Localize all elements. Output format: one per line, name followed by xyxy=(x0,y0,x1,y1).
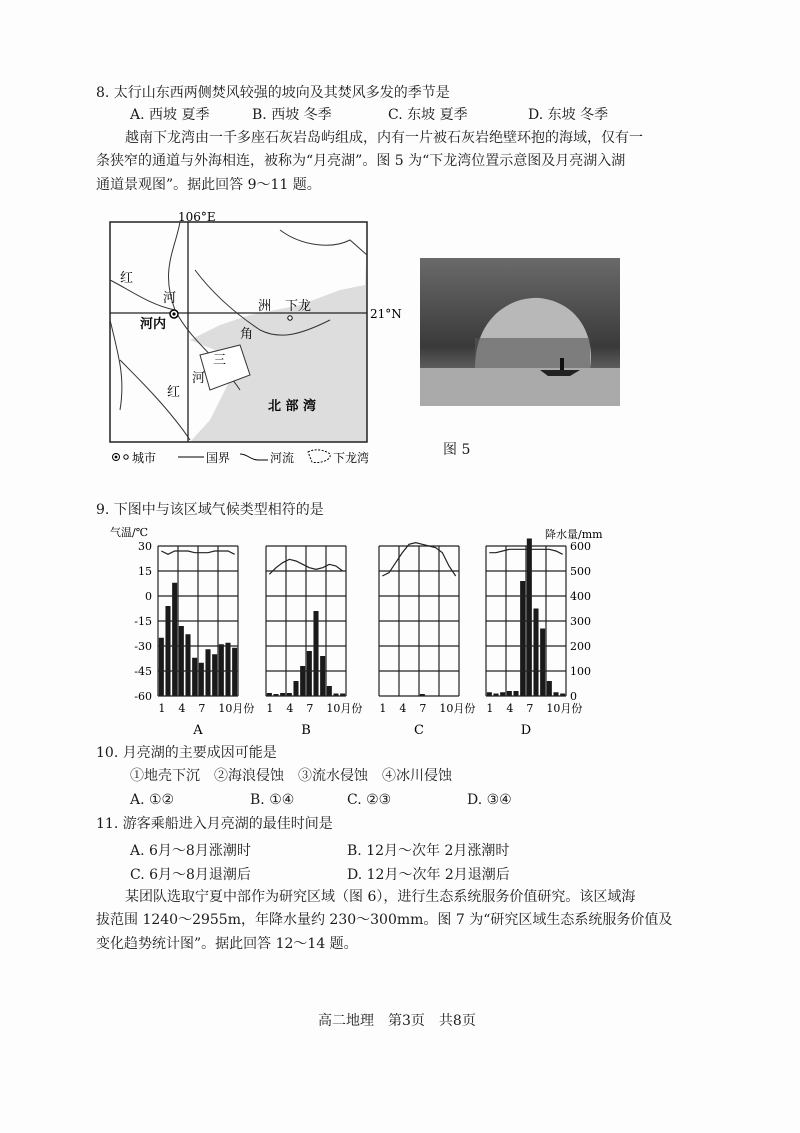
month-tick: 7 xyxy=(306,702,314,715)
precip-tick: 600 xyxy=(570,540,591,553)
q11-option-b: B. 12月～次年 2月涨潮时 xyxy=(347,843,510,859)
month-tick: 4 xyxy=(506,702,514,715)
longitude-label: 106°E xyxy=(178,210,216,224)
legend-river: 河流 xyxy=(270,451,295,465)
precip-tick: 300 xyxy=(570,615,591,628)
passage2-line: 拔范围 1240～2955m，年降水量约 230～300mm。图 7 为“研究区域生态系统服务价值及 xyxy=(96,912,673,928)
precip-bar-D-5 xyxy=(513,691,518,696)
month-tick: 4 xyxy=(178,702,186,715)
precip-bar-B-9 xyxy=(320,656,325,696)
month-tick: 7 xyxy=(419,702,427,715)
month-tick: 7 xyxy=(526,702,534,715)
precip-bar-A-9 xyxy=(212,654,217,696)
map-label: 红 xyxy=(120,271,134,286)
passage1-line: 条狭窄的通道与外海相连，被称为“月亮湖”。图 5 为“下龙湾位置示意图及月亮湖入湖 xyxy=(96,153,626,169)
passage1-line: 通道景观图”。据此回答 9～11 题。 xyxy=(96,177,321,193)
precip-bar-D-7 xyxy=(527,539,532,697)
temp-tick: -30 xyxy=(134,640,152,653)
precip-bar-B-7 xyxy=(307,651,312,696)
precip-tick: 200 xyxy=(570,640,591,653)
chart-label-B: B xyxy=(301,723,311,738)
q10-stem: 10. 月亮湖的主要成因可能是 xyxy=(96,745,277,761)
q11-stem: 11. 游客乘船进入月亮湖的最佳时间是 xyxy=(96,816,333,832)
map-label: 河 xyxy=(163,291,177,306)
month-tick: 10月份 xyxy=(546,702,583,715)
passage2-line: 变化趋势统计图”。据此回答 12～14 题。 xyxy=(96,936,358,952)
month-tick: 1 xyxy=(379,702,387,715)
month-tick: 10月份 xyxy=(218,702,255,715)
moon-lake-photo xyxy=(420,258,620,406)
month-tick: 10月份 xyxy=(439,702,476,715)
temp-tick: -45 xyxy=(134,665,152,678)
halong-location-map xyxy=(100,210,420,470)
temp-tick: 15 xyxy=(138,565,152,578)
month-tick: 10月份 xyxy=(326,702,363,715)
temp-tick: -60 xyxy=(134,690,152,703)
q10-choices: ①地壳下沉 ②海浪侵蚀 ③流水侵蚀 ④冰川侵蚀 xyxy=(130,768,452,784)
q10-option-c: C. ②③ xyxy=(347,792,392,808)
precip-bar-D-6 xyxy=(520,581,525,696)
precip-bar-A-12 xyxy=(232,648,237,696)
precip-tick: 0 xyxy=(570,690,577,703)
q8-option-c: C. 东坡 夏季 xyxy=(388,107,468,123)
map-label: 三 xyxy=(213,353,227,368)
month-tick: 4 xyxy=(399,702,407,715)
precip-bar-A-3 xyxy=(172,583,177,696)
precip-bar-A-4 xyxy=(179,626,184,696)
precip-bar-B-8 xyxy=(313,611,318,696)
precip-axis-label: 降水量/mm xyxy=(545,528,603,541)
precip-tick: 400 xyxy=(570,590,591,603)
precip-bar-A-11 xyxy=(225,643,230,696)
q8-option-d: D. 东坡 冬季 xyxy=(528,107,609,123)
map-label: 河 xyxy=(192,371,206,386)
month-tick: 7 xyxy=(198,702,206,715)
q11-option-d: D. 12月～次年 2月退潮后 xyxy=(347,867,510,883)
chart-label-A: A xyxy=(193,723,203,738)
temp-tick: -15 xyxy=(134,615,152,628)
page-footer: 高二地理 第3页 共8页 xyxy=(318,1013,476,1029)
legend-city: 城市 xyxy=(132,451,157,465)
precip-tick: 100 xyxy=(570,665,591,678)
passage2-line: 某团队选取宁夏中部作为研究区域（图 6），进行生态系统服务价值研究。该区域海 xyxy=(125,889,636,905)
chart-label-D: D xyxy=(520,723,532,738)
precip-bar-D-10 xyxy=(547,681,552,696)
precip-bar-D-4 xyxy=(507,691,512,696)
q10-option-a: A. ①② xyxy=(130,792,175,808)
figure-5-caption: 图 5 xyxy=(443,442,471,458)
month-tick: 1 xyxy=(158,702,166,715)
legend-border: 国界 xyxy=(206,451,231,465)
precip-bar-A-7 xyxy=(199,663,204,696)
map-label-hanoi: 河内 xyxy=(140,317,167,332)
latitude-label: 21°N xyxy=(370,307,402,321)
precip-bar-A-10 xyxy=(219,644,224,696)
q11-option-a: A. 6月～8月涨潮时 xyxy=(130,843,251,859)
passage1-line: 越南下龙湾由一千多座石灰岩岛屿组成，内有一片被石灰岩绝壁环抱的海域，仅有一 xyxy=(125,130,643,146)
chart-label-C: C xyxy=(414,723,424,738)
q8-stem: 8. 太行山东西两侧焚风较强的坡向及其焚风多发的季节是 xyxy=(96,85,450,101)
q10-option-b: B. ①④ xyxy=(250,792,295,808)
precip-bar-D-8 xyxy=(533,609,538,697)
precip-bar-A-5 xyxy=(185,634,190,696)
precip-bar-B-10 xyxy=(327,686,332,696)
map-label-gulf: 北 部 湾 xyxy=(268,399,317,414)
legend-halong-bay: 下龙湾 xyxy=(333,451,370,465)
month-tick: 4 xyxy=(286,702,294,715)
q11-option-c: C. 6月～8月退潮后 xyxy=(130,867,251,883)
temp-tick: 30 xyxy=(138,540,152,553)
month-tick: 1 xyxy=(486,702,494,715)
precip-bar-B-5 xyxy=(293,681,298,696)
q8-option-b: B. 西坡 冬季 xyxy=(252,107,332,123)
temp-axis-label: 气温/℃ xyxy=(110,526,149,539)
precip-tick: 500 xyxy=(570,565,591,578)
temp-tick: 0 xyxy=(145,590,152,603)
map-label-halong: 下龙 xyxy=(285,299,312,314)
climate-charts xyxy=(100,520,700,740)
map-label: 红 xyxy=(167,385,181,400)
q10-option-d: D. ③④ xyxy=(467,792,512,808)
map-label: 角 xyxy=(240,327,254,342)
precip-bar-A-6 xyxy=(192,658,197,696)
precip-bar-A-8 xyxy=(205,649,210,696)
precip-bar-D-9 xyxy=(540,629,545,697)
q9-stem: 9. 下图中与该区域气候类型相符的是 xyxy=(96,502,324,518)
q8-option-a: A. 西坡 夏季 xyxy=(130,107,210,123)
map-label: 洲 xyxy=(258,299,272,314)
month-tick: 1 xyxy=(266,702,274,715)
precip-bar-A-2 xyxy=(165,606,170,696)
